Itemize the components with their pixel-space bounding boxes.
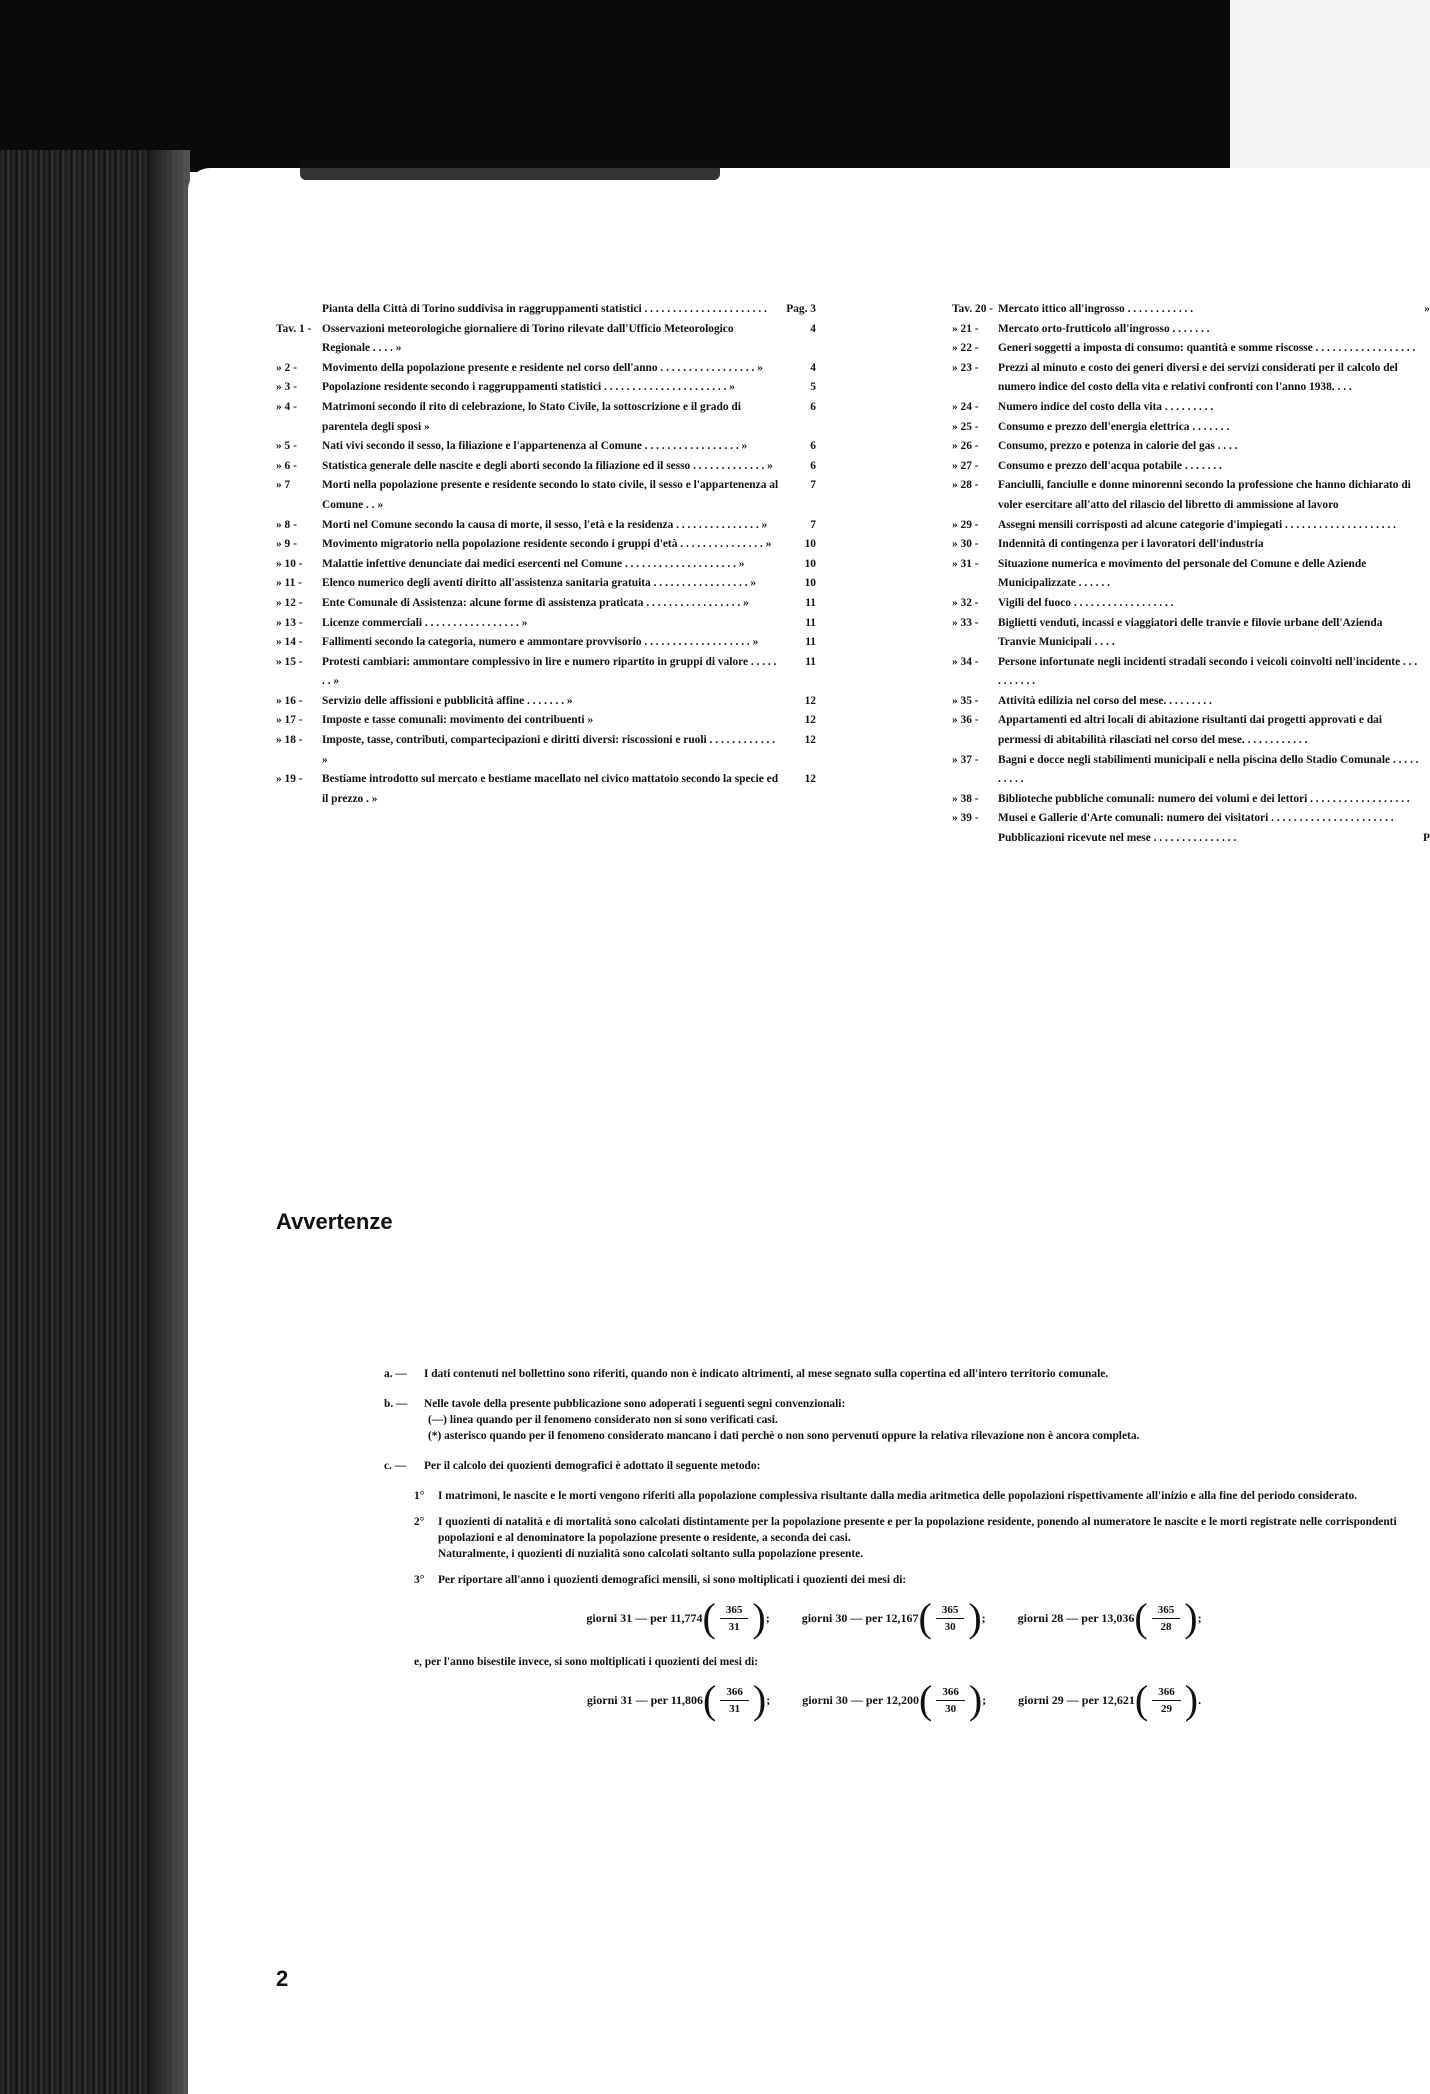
formula-separator: ;	[982, 1693, 987, 1707]
toc-table-number: » 29 -	[952, 518, 979, 531]
toc-table-number: » 7	[276, 479, 291, 492]
toc-table-number: » 11 -	[276, 577, 302, 590]
toc-entry	[276, 320, 816, 359]
toc-page	[1420, 418, 1430, 438]
toc-table-number: » 14 -	[276, 636, 303, 649]
toc-entry	[952, 594, 1430, 614]
toc-title: Attività edilizia nel corso del mese. . . . . . . . .	[998, 694, 1212, 707]
method-number: 2°	[414, 1516, 425, 1528]
toc-table-number: » 18 -	[276, 734, 303, 747]
fraction	[720, 1602, 749, 1635]
toc-entry	[952, 320, 1430, 340]
toc-page	[1420, 751, 1430, 790]
left-paren: (	[703, 1677, 717, 1722]
fraction	[936, 1684, 965, 1717]
leap-year-text: e, per l'anno bisestile invece, si sono moltiplicati i quozienti dei mesi di:	[414, 1656, 759, 1668]
toc-page	[1420, 809, 1430, 829]
toc-title: Protesti cambiari: ammontare complessivo in lire e numero ripartito in gruppi di valore . . . . . . . »	[322, 655, 777, 688]
toc-table-number: » 10 -	[276, 557, 303, 570]
method-3	[414, 1572, 1404, 1588]
toc-entry	[276, 711, 816, 731]
toc-title: Matrimoni secondo il rito di celebrazione, lo Stato Civile, la sottoscrizione e il grado di parentela degli sposi »	[322, 400, 741, 433]
left-paren: (	[702, 1595, 716, 1640]
fraction-numerator: 365	[936, 1602, 965, 1619]
formula-term	[586, 1677, 771, 1722]
fraction-numerator: 365	[1152, 1602, 1181, 1619]
left-paren: (	[918, 1595, 932, 1640]
toc-entry	[276, 516, 816, 536]
fraction-denominator: 29	[1161, 1702, 1172, 1715]
toc-entry	[276, 614, 816, 634]
toc-title: Biglietti venduti, incassi e viaggiatori delle tranvie e filovie urbane dell'Azienda Tranvie Municipali . . . .	[998, 616, 1383, 649]
method-number: 3°	[414, 1574, 425, 1586]
method-text: I matrimoni, le nascite e le morti vengono riferiti alla popolazione complessiva risultante dalla media aritmetica delle popolazioni rispettivamente all'inizio e alla fine del periodo considerato.	[438, 1490, 1358, 1502]
fraction-denominator: 31	[728, 1620, 740, 1633]
left-paren: (	[1134, 1677, 1149, 1722]
toc-page	[1420, 359, 1430, 398]
formula-multiplier: giorni 30 — per 12,200	[802, 1693, 919, 1707]
toc-title: Elenco numerico degli aventi diritto all'assistenza sanitaria gratuita . . . . . . . . . . . . . . . . . »	[322, 577, 757, 590]
fraction-numerator: 365	[720, 1602, 749, 1619]
toc-title: Vigili del fuoco . . . . . . . . . . . . . . . . . .	[998, 596, 1174, 609]
fraction-numerator: 366	[1152, 1684, 1181, 1701]
toc-entry	[276, 633, 816, 653]
toc-title: Malattie infettive denunciate dai medici esercenti nel Comune . . . . . . . . . . . . . . . . . . . . »	[322, 557, 745, 570]
toc-title: Pianta della Città di Torino suddivisa in raggruppamenti statistici . . . . . . . . . . . . . . . . . . . . . .	[322, 303, 767, 315]
scan-top-band	[0, 0, 1230, 172]
toc-table-number: » 8 -	[276, 518, 297, 531]
toc-table-number: » 35 -	[952, 694, 979, 707]
toc-table-number: » 25 -	[952, 420, 979, 433]
method-text: I quozienti di natalità e di mortalità sono calcolati distintamente per la popolazione presente e per la popolazione residente, ponendo al numeratore le nascite e le morti registrate nelle corrispondenti popolazioni e al denominatore la popolazione presente o residente, a seconda dei casi.	[438, 1516, 1397, 1544]
toc-entry	[952, 653, 1430, 692]
right-paren: )	[968, 1677, 983, 1722]
right-paren: )	[968, 1595, 982, 1640]
formula-multiplier: giorni 28 — per 13,036	[1017, 1611, 1135, 1625]
toc-page: 10	[804, 557, 816, 570]
note-label: c. —	[384, 1460, 407, 1472]
toc-page	[1420, 790, 1430, 810]
toc-title: Fanciulli, fanciulle e donne minorenni secondo la professione che hanno dichiarato di voler esercitare all'atto del rilascio del libretto di ammissione al lavoro	[998, 479, 1411, 511]
toc-title: Persone infortunate negli incidenti stradali secondo i veicoli coinvolti nell'incidente . . . . . . . . . .	[998, 655, 1418, 688]
toc-table-number: » 33 -	[952, 616, 979, 629]
toc-title: Generi soggetti a imposta di consumo: quantità e somme riscosse . . . . . . . . . . . . . . . . . .	[998, 342, 1416, 355]
toc-table-number: Tav. 20 -	[952, 303, 994, 315]
toc-table-number: » 12 -	[276, 596, 303, 609]
toc-entry	[276, 731, 816, 770]
method-number: 1°	[414, 1490, 425, 1502]
toc-entry	[276, 594, 816, 614]
formula-term	[1017, 1595, 1202, 1640]
method-text-note: Naturalmente, i quozienti di nuzialità sono calcolati soltanto sulla popolazione presente.	[438, 1548, 864, 1560]
toc-title: Ente Comunale di Assistenza: alcune forme di assistenza praticata . . . . . . . . . . . . . . . . . »	[322, 596, 749, 609]
toc-entry	[952, 751, 1430, 790]
fraction-denominator: 28	[1160, 1620, 1172, 1633]
toc-page	[1420, 476, 1430, 515]
toc-title: Numero indice del costo della vita . . . . . . . . .	[998, 400, 1214, 413]
fraction	[1152, 1602, 1181, 1635]
note-label: a. —	[384, 1368, 407, 1380]
toc-table-number	[276, 300, 322, 320]
toc-title: Mercato orto-frutticolo all'ingrosso . . . . . . .	[998, 322, 1210, 335]
left-paren: (	[918, 1677, 933, 1722]
toc-table-number: » 22 -	[952, 342, 979, 355]
toc-title: Mercato ittico all'ingrosso . . . . . . . . . . . .	[998, 303, 1194, 315]
toc-title: Consumo, prezzo e potenza in calorie del gas . . . .	[998, 440, 1238, 453]
formula-leap-year	[384, 1677, 1404, 1722]
toc-entry	[952, 339, 1430, 359]
formula-term	[801, 1595, 986, 1640]
toc-page: 12	[804, 694, 816, 707]
formula-separator: ;	[1197, 1611, 1202, 1625]
toc-title: Servizio delle affissioni e pubblicità affine . . . . . . . »	[322, 694, 573, 707]
toc-title: Pubblicazioni ricevute nel mese . . . . . . . . . . . . . . .	[998, 832, 1237, 845]
toc-table-number: » 26 -	[952, 440, 979, 453]
toc-left-column	[276, 300, 816, 809]
toc-title: Fallimenti secondo la categoria, numero e ammontare provvisorio . . . . . . . . . . . . . . . . . . . »	[322, 636, 759, 649]
toc-entry	[276, 378, 816, 398]
toc-table-number: Tav. 1 -	[276, 322, 312, 335]
toc-title: Bagni e docce negli stabilimenti municipali e nella piscina dello Stadio Comunale . . . . . . . . . .	[998, 753, 1419, 786]
toc-page	[1420, 437, 1430, 457]
formula-separator: ;	[765, 1611, 770, 1625]
toc-entry	[952, 418, 1430, 438]
toc-page: 7	[810, 518, 816, 531]
toc-table-number: » 24 -	[952, 400, 979, 413]
formula-multiplier: giorni 31 — per 11,774	[586, 1611, 703, 1625]
formula-term	[1018, 1677, 1202, 1722]
toc-title: Morti nella popolazione presente e residente secondo lo stato civile, il sesso e l'appartenenza al Comune . . »	[322, 479, 779, 511]
toc-title: Morti nel Comune secondo la causa di morte, il sesso, l'età e la residenza . . . . . . . . . . . . . . . »	[322, 518, 768, 531]
toc-entry	[276, 300, 816, 320]
toc-page: 12	[804, 734, 816, 747]
toc-entry	[952, 711, 1430, 750]
toc-table-number: » 32 -	[952, 596, 979, 609]
toc-page	[1420, 711, 1430, 750]
toc-table-number: » 21 -	[952, 322, 979, 335]
toc-entry	[276, 398, 816, 437]
formula-separator: ;	[981, 1611, 986, 1625]
toc-title: Bestiame introdotto sul mercato e bestiame macellato nel civico mattatoio secondo la specie ed il prezzo . »	[322, 773, 779, 805]
toc-entry	[952, 516, 1430, 536]
page-number: 2	[276, 1966, 289, 1991]
right-paren: )	[752, 1595, 766, 1640]
toc-table-number: » 9 -	[276, 538, 297, 551]
toc-table-number: » 13 -	[276, 616, 303, 629]
formula-multiplier: giorni 31 — per 11,806	[586, 1693, 704, 1707]
toc-table-number: » 31 -	[952, 557, 979, 570]
toc-table-number	[952, 829, 998, 849]
formula-term	[802, 1677, 987, 1722]
toc-entry	[276, 476, 816, 515]
toc-entry	[952, 437, 1430, 457]
toc-page	[1420, 614, 1430, 653]
toc-page: 6	[810, 440, 816, 453]
toc-title: Statistica generale delle nascite e degli aborti secondo la filiazione ed il sesso . . . . . . . . . . . . . »	[322, 459, 773, 472]
formula-separator: ;	[766, 1693, 771, 1707]
book-edge-shadow	[150, 150, 190, 2094]
toc-page: 6	[810, 459, 816, 472]
toc-page: P	[1423, 832, 1430, 845]
toc-table-number: » 4 -	[276, 400, 297, 413]
toc-table-number: » 23 -	[952, 361, 979, 374]
toc-page	[1420, 398, 1430, 418]
toc-page	[1420, 339, 1430, 359]
toc-page	[1420, 535, 1430, 555]
toc-entry	[952, 476, 1430, 515]
toc-entry	[276, 653, 816, 692]
toc-title: Licenze commerciali . . . . . . . . . . . . . . . . . »	[322, 616, 528, 629]
toc-page: 11	[805, 616, 816, 629]
note-text: I dati contenuti nel bollettino sono riferiti, quando non è indicato altrimenti, al mese segnato sulla copertina ed all'intero territorio comunale.	[424, 1368, 1109, 1380]
notes-section	[384, 1366, 1404, 1736]
toc-title: Situazione numerica e movimento del personale del Comune e delle Aziende Municipalizzate . . . . . .	[998, 557, 1367, 590]
toc-title: Imposte e tasse comunali: movimento dei contribuenti »	[322, 714, 594, 727]
fraction	[720, 1684, 749, 1717]
toc-title: Biblioteche pubbliche comunali: numero dei volumi e dei lettori . . . . . . . . . . . . . . . . . .	[998, 792, 1410, 805]
scan-top-corner	[1230, 0, 1430, 172]
toc-title: Movimento della popolazione presente e residente nel corso dell'anno . . . . . . . . . . . . . . . . . »	[322, 361, 763, 374]
toc-page: 12	[804, 714, 816, 727]
toc-entry	[952, 809, 1430, 829]
toc-page: 5	[810, 381, 816, 394]
note-sign-dash: (—) linea quando per il fenomeno considerato non si sono verificati casi.	[428, 1414, 778, 1426]
toc-entry	[952, 692, 1430, 712]
toc-title: Nati vivi secondo il sesso, la filiazione e l'appartenenza al Comune . . . . . . . . . . . . . . . . . »	[322, 440, 748, 453]
toc-table-number: » 2 -	[276, 361, 297, 374]
left-paren: (	[1134, 1595, 1148, 1640]
formula-multiplier: giorni 30 — per 12,167	[801, 1611, 919, 1625]
toc-entry	[952, 829, 1430, 849]
method-2	[414, 1514, 1404, 1562]
toc-table-number: » 34 -	[952, 655, 979, 668]
toc-entry	[952, 457, 1430, 477]
toc-entry	[276, 770, 816, 809]
toc-entry	[276, 437, 816, 457]
toc-title: Assegni mensili corrisposti ad alcune categorie d'impiegati . . . . . . . . . . . . . . . . . . . .	[998, 518, 1397, 531]
toc-page: »	[1424, 303, 1430, 315]
fraction	[1152, 1684, 1181, 1717]
toc-page	[1420, 457, 1430, 477]
toc-page: 4	[810, 361, 816, 374]
toc-table-number: » 3 -	[276, 381, 297, 394]
toc-page	[1420, 320, 1430, 340]
section-heading: Avvertenze	[276, 1209, 393, 1234]
formula-separator: .	[1198, 1693, 1202, 1707]
toc-page	[1420, 594, 1430, 614]
toc-entry	[952, 300, 1430, 320]
toc-title: Osservazioni meteorologiche giornaliere di Torino rilevate dall'Ufficio Meteorologico Regionale . . . . »	[322, 322, 734, 355]
toc-table-number: » 16 -	[276, 694, 303, 707]
toc-entry	[952, 398, 1430, 418]
fraction-numerator: 366	[720, 1684, 749, 1701]
toc-page: 11	[805, 636, 816, 649]
toc-page: 4	[810, 322, 816, 335]
note-c	[384, 1458, 1404, 1474]
fraction-numerator: 366	[936, 1684, 965, 1701]
fraction	[936, 1602, 965, 1635]
formula-multiplier: giorni 29 — per 12,621	[1018, 1693, 1135, 1707]
note-label: b. —	[384, 1398, 408, 1410]
toc-page: Pag. 3	[786, 303, 816, 315]
toc-table-number: » 37 -	[952, 753, 979, 766]
toc-title: Imposte, tasse, contributi, compartecipazioni e diritti diversi: riscossioni e ruoli . . . . . . . . . . . . »	[322, 734, 776, 766]
toc-title: Prezzi al minuto e costo dei generi diversi e dei servizi considerati per il calcolo del numero indice del costo della vita e relativi confronti con l'anno 1938. . . .	[998, 361, 1398, 394]
toc-entry	[952, 535, 1430, 555]
fraction-denominator: 31	[729, 1702, 741, 1715]
toc-page: 11	[805, 596, 816, 609]
toc-title: Indennità di contingenza per i lavoratori dell'industria	[998, 538, 1264, 551]
fraction-denominator: 30	[944, 1620, 956, 1633]
toc-table-number: » 28 -	[952, 479, 979, 492]
toc-page	[1420, 692, 1430, 712]
toc-entry	[276, 692, 816, 712]
note-sign-asterisk: (*) asterisco quando per il fenomeno considerato mancano i dati perchè o non sono pervenuti oppure la relativa rilevazione non è ancora completa.	[428, 1430, 1140, 1442]
toc-title: Popolazione residente secondo i raggruppamenti statistici . . . . . . . . . . . . . . . . . . . . . . »	[322, 381, 735, 394]
toc-table-number: » 17 -	[276, 714, 303, 727]
toc-title: Appartamenti ed altri locali di abitazione risultanti dai progetti approvati e dai permessi di abitabilità rilasciati nel corso del mese. . . . . . . . . . . .	[998, 714, 1383, 747]
toc-table-number: » 38 -	[952, 792, 979, 805]
toc-page: 10	[804, 538, 816, 551]
toc-page	[1420, 653, 1430, 692]
right-paren: )	[752, 1677, 767, 1722]
method-text: Per riportare all'anno i quozienti demografici mensili, si sono moltiplicati i quozienti dei mesi di:	[438, 1574, 907, 1586]
toc-table-number: » 36 -	[952, 714, 979, 727]
toc-entry	[276, 535, 816, 555]
note-text: Per il calcolo dei quozienti demografici è adottato il seguente metodo:	[424, 1460, 761, 1472]
formula-regular-year	[384, 1595, 1404, 1640]
toc-table-number: » 15 -	[276, 655, 303, 668]
toc-page: 6	[810, 400, 816, 413]
toc-title: Consumo e prezzo dell'energia elettrica . . . . . . .	[998, 420, 1230, 433]
toc-entry	[952, 555, 1430, 594]
toc-entry	[276, 457, 816, 477]
formula-term	[586, 1595, 770, 1640]
toc-title: Consumo e prezzo dell'acqua potabile . . . . . . .	[998, 459, 1222, 472]
toc-page	[1420, 516, 1430, 536]
note-a	[384, 1366, 1404, 1382]
toc-page: 11	[805, 655, 816, 668]
toc-right-column	[952, 300, 1430, 849]
method-1	[414, 1488, 1404, 1504]
toc-page	[1420, 555, 1430, 594]
toc-entry	[952, 614, 1430, 653]
toc-entry	[952, 359, 1430, 398]
toc-table-number: » 5 -	[276, 440, 297, 453]
toc-table-number: » 30 -	[952, 538, 979, 551]
toc-table-number: » 39 -	[952, 812, 979, 825]
toc-entry	[276, 555, 816, 575]
note-b	[384, 1396, 1404, 1444]
fraction-denominator: 30	[945, 1702, 957, 1715]
note-text: Nelle tavole della presente pubblicazione sono adoperati i seguenti segni convenzionali:	[424, 1398, 846, 1410]
toc-table-number: » 19 -	[276, 773, 303, 786]
toc-page: 7	[810, 479, 816, 492]
toc-entry	[276, 574, 816, 594]
cropped-header-text	[300, 160, 720, 180]
right-paren: )	[1184, 1677, 1199, 1722]
toc-page: 12	[804, 773, 816, 786]
toc-title: Musei e Gallerie d'Arte comunali: numero dei visitatori . . . . . . . . . . . . . . . . . . . . . .	[998, 812, 1394, 825]
toc-table-number: » 6 -	[276, 459, 297, 472]
toc-page: 10	[804, 577, 816, 590]
toc-entry	[952, 790, 1430, 810]
right-paren: )	[1184, 1595, 1198, 1640]
toc-title: Movimento migratorio nella popolazione residente secondo i gruppi d'età . . . . . . . . . . . . . . . »	[322, 538, 772, 551]
toc-table-number: » 27 -	[952, 459, 979, 472]
toc-entry	[276, 359, 816, 379]
